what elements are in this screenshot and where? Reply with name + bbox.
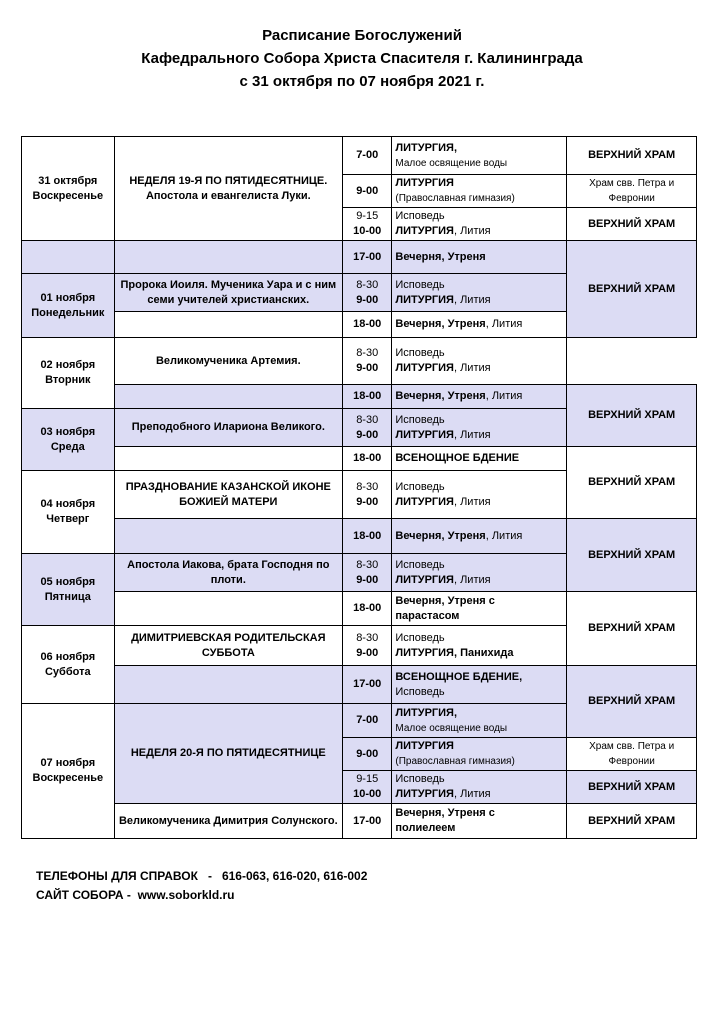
service-title: ЛИТУРГИЯ bbox=[395, 788, 454, 800]
service-name: Вечерня, Утреня bbox=[392, 241, 567, 274]
service-line: Исповедь bbox=[395, 210, 445, 222]
service-note: (Православная гимназия) bbox=[395, 756, 515, 767]
day-weekday: Четверг bbox=[46, 513, 90, 525]
cathedral-name: Кафедрального Собора Христа Спасителя г. Калининграда bbox=[141, 50, 583, 67]
service-time: 17-00 bbox=[343, 241, 392, 274]
empty-cell bbox=[114, 385, 342, 409]
service-name bbox=[392, 804, 567, 839]
day-saint: НЕДЕЛЯ 20-Я ПО ПЯТИДЕСЯТНИЦЕ bbox=[114, 704, 342, 804]
service-title: Вечерня, Утреня bbox=[395, 390, 486, 402]
empty-cell bbox=[114, 592, 342, 626]
day-weekday: Воскресенье bbox=[32, 772, 104, 784]
service-title: ЛИТУРГИЯ bbox=[395, 573, 454, 586]
day-date-cell bbox=[22, 471, 115, 554]
table-row bbox=[22, 241, 697, 274]
day-date: 01 ноября bbox=[40, 291, 96, 304]
service-place: ВЕРХНИЙ ХРАМ bbox=[567, 666, 697, 738]
service-title: ЛИТУРГИЯ bbox=[395, 177, 454, 189]
service-suffix: , Лития bbox=[453, 788, 491, 800]
service-title: ЛИТУРГИЯ bbox=[395, 362, 454, 374]
time-first: 8-30 bbox=[356, 413, 379, 426]
service-title: ЛИТУРГИЯ bbox=[395, 740, 454, 752]
day-weekday: Понедельник bbox=[31, 306, 105, 319]
day-weekday: Воскресенье bbox=[32, 189, 104, 202]
service-line: полиелеем bbox=[395, 822, 456, 834]
service-line: парастасом bbox=[395, 609, 460, 622]
day-date-cell bbox=[22, 626, 115, 704]
service-line: Исповедь bbox=[395, 278, 445, 291]
service-title: ЛИТУРГИЯ bbox=[395, 225, 454, 237]
service-note: Малое освящение воды bbox=[395, 157, 508, 169]
empty-cell bbox=[22, 241, 115, 274]
service-suffix: , Лития bbox=[485, 390, 523, 402]
service-time: 18-00 bbox=[343, 447, 392, 471]
day-date: 04 ноября bbox=[40, 498, 96, 510]
day-date: 06 ноября bbox=[40, 650, 96, 663]
service-title: ЛИТУРГИЯ bbox=[395, 428, 454, 441]
service-title: Вечерня, Утреня bbox=[395, 318, 486, 330]
phone-info: ТЕЛЕФОНЫ ДЛЯ СПРАВОК - 616-063, 616-020, 616-002 bbox=[36, 869, 368, 883]
time-second: 9-00 bbox=[356, 646, 379, 659]
time-second: 9-00 bbox=[356, 573, 379, 586]
service-title: ЛИТУРГИЯ, Панихида bbox=[395, 646, 514, 659]
time-first: 8-30 bbox=[356, 631, 379, 644]
day-weekday: Среда bbox=[50, 440, 85, 453]
service-line: Исповедь bbox=[395, 631, 445, 644]
day-date-cell bbox=[22, 409, 115, 471]
service-line: Исповедь bbox=[395, 558, 445, 571]
service-place: ВЕРХНИЙ ХРАМ bbox=[567, 208, 697, 241]
time-second: 10-00 bbox=[353, 788, 382, 800]
time-first: 9-15 bbox=[356, 210, 379, 222]
day-saint: ДИМИТРИЕВСКАЯ РОДИТЕЛЬСКАЯ СУББОТА bbox=[114, 626, 342, 666]
time-second: 10-00 bbox=[353, 225, 382, 237]
day-date-cell bbox=[22, 554, 115, 626]
day-saint: ПРАЗДНОВАНИЕ КАЗАНСКОЙ ИКОНЕ БОЖИЕЙ МАТЕРИ bbox=[114, 471, 342, 519]
service-name bbox=[392, 554, 567, 592]
service-title: ЛИТУРГИЯ, bbox=[395, 706, 458, 719]
time-first: 8-30 bbox=[356, 480, 379, 493]
service-time bbox=[343, 554, 392, 592]
service-time: 18-00 bbox=[343, 312, 392, 338]
service-time: 18-00 bbox=[343, 592, 392, 626]
service-line: Исповедь bbox=[395, 685, 445, 698]
service-name bbox=[392, 771, 567, 804]
service-place: ВЕРХНИЙ ХРАМ bbox=[567, 804, 697, 839]
website-info: САЙТ СОБОРА - www.soborkld.ru bbox=[36, 888, 235, 902]
service-line: Исповедь bbox=[395, 347, 445, 359]
day-date-cell bbox=[22, 137, 115, 241]
service-time: 17-00 bbox=[343, 666, 392, 704]
time-first: 8-30 bbox=[356, 278, 379, 291]
service-time: 18-00 bbox=[343, 519, 392, 554]
service-place: ВЕРХНИЙ ХРАМ bbox=[567, 385, 697, 447]
empty-cell bbox=[114, 447, 342, 471]
service-time: 9-00 bbox=[343, 175, 392, 208]
service-line: Вечерня, Утреня с bbox=[395, 807, 495, 819]
day-date-cell bbox=[22, 338, 115, 409]
service-time bbox=[343, 626, 392, 666]
service-name bbox=[392, 626, 567, 666]
time-second: 9-00 bbox=[356, 495, 379, 508]
time-second: 9-00 bbox=[356, 362, 379, 374]
service-name bbox=[392, 385, 567, 409]
service-suffix: , Лития bbox=[453, 362, 491, 374]
empty-cell bbox=[114, 666, 342, 704]
day-weekday: Пятница bbox=[44, 590, 91, 603]
service-time bbox=[343, 471, 392, 519]
service-place: ВЕРХНИЙ ХРАМ bbox=[567, 447, 697, 519]
service-suffix: , Лития bbox=[453, 495, 491, 508]
service-suffix: , Лития bbox=[453, 225, 491, 237]
day-date: 31 октября bbox=[38, 174, 98, 187]
service-place: ВЕРХНИЙ ХРАМ bbox=[567, 137, 697, 175]
service-place: ВЕРХНИЙ ХРАМ bbox=[567, 592, 697, 666]
day-date: 02 ноября bbox=[40, 359, 96, 371]
service-name bbox=[392, 519, 567, 554]
service-time: 7-00 bbox=[343, 137, 392, 175]
time-first: 8-30 bbox=[356, 347, 379, 359]
day-date: 05 ноября bbox=[40, 575, 96, 588]
time-first: 9-15 bbox=[356, 773, 379, 785]
schedule-table bbox=[21, 136, 697, 839]
day-saint-secondary: Великомученика Димитрия Солунского. bbox=[114, 804, 342, 839]
service-time bbox=[343, 409, 392, 447]
table-row bbox=[22, 338, 697, 385]
service-name bbox=[392, 471, 567, 519]
service-title: ЛИТУРГИЯ bbox=[395, 293, 454, 306]
table-row bbox=[22, 385, 697, 409]
service-time bbox=[343, 338, 392, 385]
service-suffix: , Лития bbox=[485, 318, 523, 330]
service-suffix: , Лития bbox=[485, 529, 523, 542]
service-time bbox=[343, 274, 392, 312]
day-weekday: Вторник bbox=[45, 374, 91, 386]
service-line: Вечерня, Утреня с bbox=[395, 594, 495, 607]
empty-cell bbox=[114, 312, 342, 338]
time-second: 9-00 bbox=[356, 293, 379, 306]
day-date: 03 ноября bbox=[40, 425, 96, 438]
service-note: Малое освящение воды bbox=[395, 722, 508, 734]
service-line: Исповедь bbox=[395, 773, 445, 785]
time-first: 8-30 bbox=[356, 558, 379, 571]
service-place: ВЕРХНИЙ ХРАМ bbox=[567, 241, 697, 338]
day-saint: Великомученика Артемия. bbox=[114, 338, 342, 385]
service-time: 17-00 bbox=[343, 804, 392, 839]
service-name: ВСЕНОЩНОЕ БДЕНИЕ bbox=[392, 447, 567, 471]
service-note: (Православная гимназия) bbox=[395, 193, 515, 204]
table-row bbox=[22, 137, 697, 175]
service-time: 18-00 bbox=[343, 385, 392, 409]
service-name bbox=[392, 738, 567, 771]
day-saint: Преподобного Илариона Великого. bbox=[114, 409, 342, 447]
service-name bbox=[392, 274, 567, 312]
table-row bbox=[22, 804, 697, 839]
service-time: 7-00 bbox=[343, 704, 392, 738]
table-row bbox=[22, 592, 697, 626]
day-date-cell bbox=[22, 274, 115, 338]
service-place: Храм свв. Петра и Февронии bbox=[567, 175, 697, 208]
day-saint: Пророка Иоиля. Мученика Уара и с ним семи учителей христианских. bbox=[114, 274, 342, 312]
service-line: Исповедь bbox=[395, 480, 445, 493]
day-date-cell bbox=[22, 704, 115, 839]
table-row bbox=[22, 666, 697, 704]
table-row bbox=[22, 519, 697, 554]
day-saint: Апостола Иакова, брата Господня по плоти. bbox=[114, 554, 342, 592]
service-name bbox=[392, 409, 567, 447]
date-range: с 31 октября по 07 ноября 2021 г. bbox=[239, 73, 485, 90]
service-line: Исповедь bbox=[395, 413, 445, 426]
service-place: ВЕРХНИЙ ХРАМ bbox=[567, 519, 697, 592]
service-suffix: , Лития bbox=[453, 573, 491, 586]
service-title: ЛИТУРГИЯ bbox=[395, 495, 454, 508]
service-title: ЛИТУРГИЯ, bbox=[395, 141, 458, 154]
time-second: 9-00 bbox=[356, 428, 379, 441]
table-row bbox=[22, 447, 697, 471]
service-place: ВЕРХНИЙ ХРАМ bbox=[567, 771, 697, 804]
service-name bbox=[392, 208, 567, 241]
service-suffix: , Лития bbox=[453, 428, 491, 441]
service-title: Вечерня, Утреня bbox=[395, 529, 486, 542]
service-name bbox=[392, 338, 567, 385]
service-name bbox=[392, 137, 567, 175]
service-name bbox=[392, 704, 567, 738]
service-suffix: , Лития bbox=[453, 293, 491, 306]
service-place: Храм свв. Петра и Февронии bbox=[567, 738, 697, 771]
service-time bbox=[343, 771, 392, 804]
empty-cell bbox=[114, 519, 342, 554]
service-name bbox=[392, 592, 567, 626]
day-date: 07 ноября bbox=[40, 757, 96, 769]
service-name bbox=[392, 175, 567, 208]
service-time: 9-00 bbox=[343, 738, 392, 771]
service-time bbox=[343, 208, 392, 241]
day-saint: НЕДЕЛЯ 19-Я ПО ПЯТИДЕСЯТНИЦЕ. Апостола и евангелиста Луки. bbox=[114, 137, 342, 241]
empty-cell bbox=[114, 241, 342, 274]
service-title: ВСЕНОЩНОЕ БДЕНИЕ, bbox=[395, 670, 523, 683]
service-name bbox=[392, 312, 567, 338]
day-weekday: Суббота bbox=[44, 665, 91, 678]
schedule-title: Расписание Богослужений bbox=[262, 27, 462, 44]
service-name bbox=[392, 666, 567, 704]
